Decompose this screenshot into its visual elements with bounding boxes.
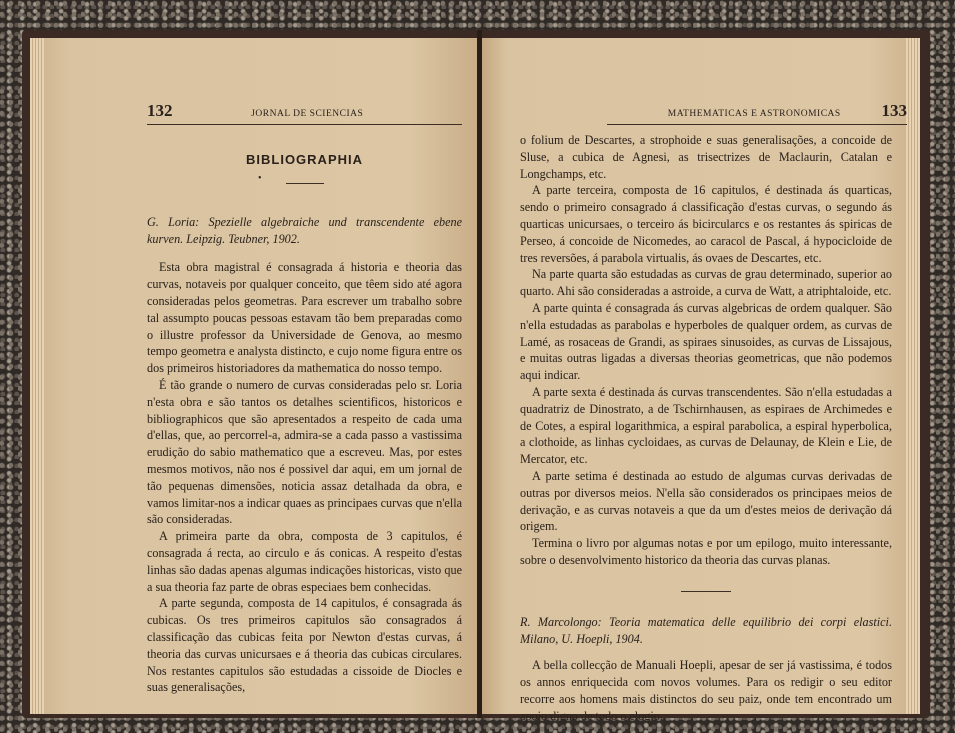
right-page-header [607, 101, 907, 125]
paragraph: A parte terceira, composta de 16 capitulos, é destinada ás quarticas, sendo o primeiro consagrado á classificação d'estas curvas, o segundo ás quarticas unicursaes, o terceiro ás bicircularcs e os restantes ás spiricas de Perseo, á concoide de Nicomedes, ao caracol de Pascal, á hypocicloide de tres reversões, á parabola virtualis, ás ovaes de Descartes, etc. [520, 183, 892, 265]
page-edge [30, 38, 44, 714]
running-title: MATHEMATICAS E ASTRONOMICAS [667, 109, 841, 119]
divider [681, 591, 731, 592]
running-title: JORNAL DE SCIENCIAS [251, 109, 364, 119]
paragraph: A primeira parte da obra, composta de 3 capitulos, é consagrada á recta, ao circulo e ás conicas. A respeito d'estas linhas são dadas apenas algumas indicações historicas, visto que a sua theoria faz parte de obras especiaes bem conhecidas. [147, 529, 462, 594]
section-title: BIBLIOGRAPHIA [246, 152, 363, 167]
divider [286, 183, 324, 184]
page-number: 132 [147, 101, 173, 120]
book-reference: G. Loria: Spezielle algebraiche und transcendente ebene kurven. Leipzig. Teubner, 1902. [147, 214, 462, 246]
paragraph: Termina o livro por algumas notas e por um epilogo, muito interessante, sobre o desenvolvimento historico da theoria das curvas planas. [520, 536, 892, 567]
paragraph: É tão grande o numero de curvas consideradas pelo sr. Loria n'esta obra e são tantos os detalhes scientificos, historicos e bibliographicos que são apresentados a respeito de cada uma d'ellas, que, ao percorrel-a, admira-se a cada passo a vastissima erudição do sabio mathematico que a escreveu. Mas, por estes mesmos motivos, não nos é possivel dar aqui, em um jornal de tão pequenas dimensões, noticia assaz detalhada da obra, e vamos limitar-nos a indicar quaes as principaes curvas que n'ella são consideradas. [147, 377, 462, 527]
left-page [30, 38, 477, 714]
bullet-mark: • [258, 173, 262, 184]
paragraph: o folium de Descartes, a strophoide e suas generalisações, a concoide de Sluse, a cubica de Agnesi, as trisectrizes de Maclaurin, Catalan e Longchamps, etc. [520, 133, 892, 181]
page-number: 133 [881, 101, 907, 120]
right-page [482, 38, 920, 723]
paragraph: A parte sexta é destinada ás curvas transcendentes. São n'ella estudadas a quadratriz de Dinostrato, a de Tschirnhausen, as espiraes de Archimedes e de Cotes, a espiral logarithmica, a espiral parabolica, a espiral hyperbolica, a clothoide, as linhas cycloidaes, as curvas de Delaunay, de Klein e Lie, de Mercator, etc. [520, 384, 892, 467]
paragraph: A parte setima é destinada ao estudo de algumas curvas derivadas de outras por diversos meios. N'ella são considerados os principaes meios de derivação, e as curvas notaveis a que da um d'estes meios de derivação dá origem. [520, 468, 892, 534]
paragraph: A parte quinta é consagrada ás curvas algebricas de ordem qualquer. São n'ella estudadas as parabolas e hyperboles de qualquer ordem, as curvas de Lamé, as rosaceas de Grandi, as spiraes sinusoides, as curvas de Lissajous, e muitas outras ligadas a diversas theorias geometricas, que não podemos aqui indicar. [520, 300, 892, 383]
paragraph: A parte segunda, composta de 14 capitulos, é consagrada ás cubicas. Os tres primeiros capitulos são consagrados á classificação das cubicas feita por Newton d'estas curvas, á theoria das curvas unicursaes e á theoria das cubicas circulares. Nos restantes capitulos são estudadas a cissoide de Diocles e suas generalisações, [147, 596, 462, 695]
right-page-content [520, 132, 892, 725]
open-book [22, 30, 930, 723]
book-reference: R. Marcolongo: Teoria matematica delle equilibrio dei corpi elastici. Milano, U. Hoepli, 1904. [520, 614, 892, 646]
page-edge [906, 38, 920, 714]
paragraph: Esta obra magistral é consagrada á historia e theoria das curvas, notaveis por qualquer conceito, que têem sido até agora consideradas pelos geometras. Para escrever um trabalho sobre tal assumpto poucas pessoas estavam tão bem preparadas como o illustre professor da Universidade de Genova, ao mesmo tempo geometra e analysta distincto, e cujo nome figura entre os dos primeiros historiadores da mathematica do nosso tempo. [147, 260, 462, 376]
paragraph: Na parte quarta são estudadas as curvas de grau determinado, superior ao quarto. Ahi são consideradas a astroide, a curva de Watt, a atriphtaloide, etc. [520, 267, 892, 299]
left-page-content [147, 110, 462, 696]
paragraph: A bella collecção de Manuali Hoepli, apesar de ser já vastissima, é todos os annos enriquecida com novos volumes. Para os redigir o seu editor recorre aos homens mais distinctos do seu paiz, onde tem encontrado um apoio digno de todo o elogio. [520, 658, 892, 723]
